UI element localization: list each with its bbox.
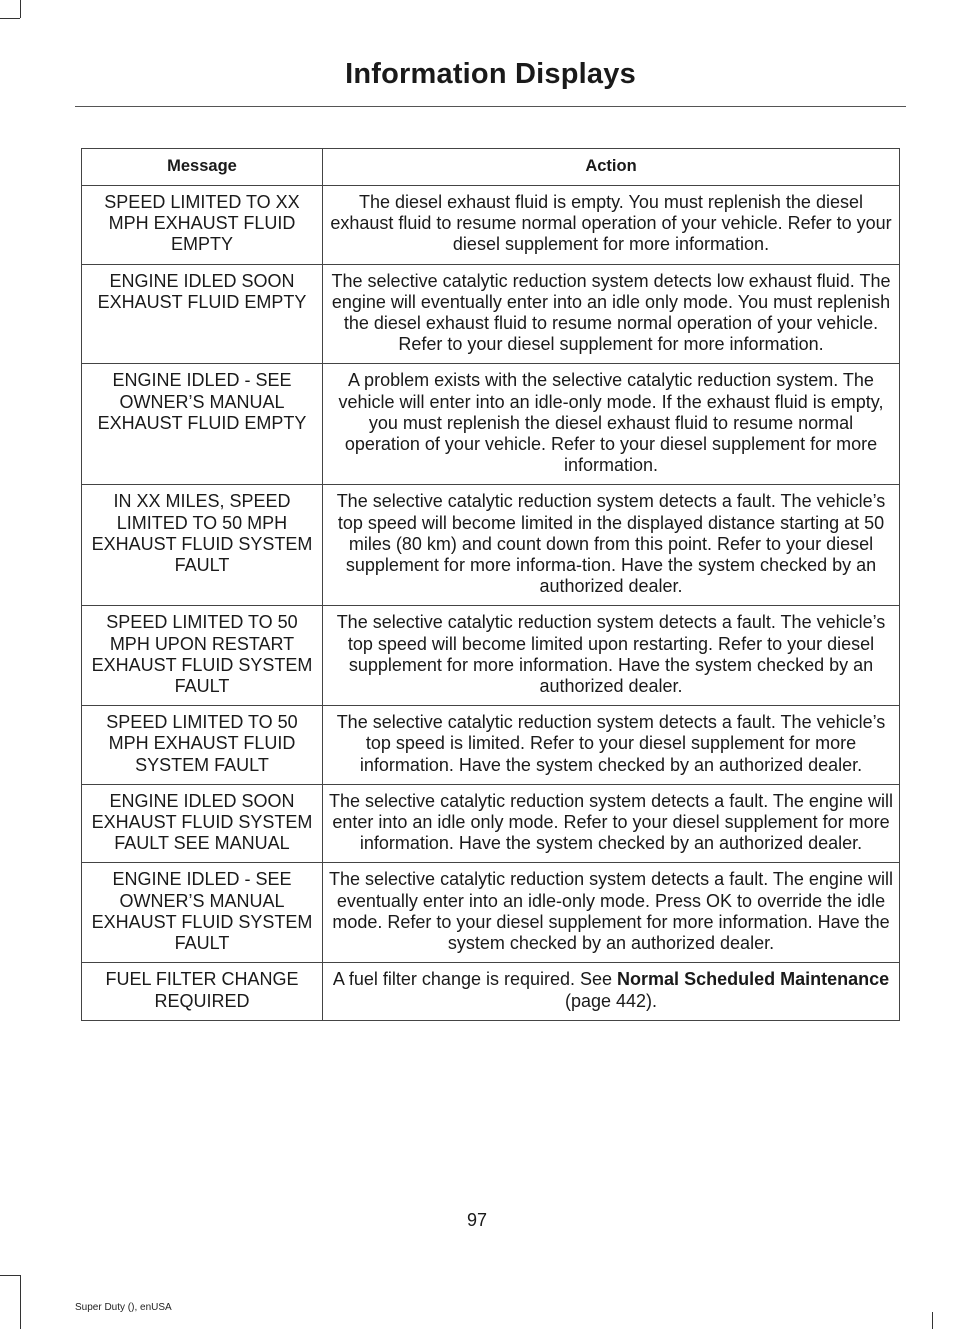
table-row	[82, 485, 900, 606]
table-row	[82, 364, 900, 485]
crop-mark-bottom-left-vertical	[20, 1275, 21, 1329]
column-header-action: Action	[323, 149, 900, 186]
message-cell: SPEED LIMITED TO 50 MPH EXHAUST FLUID SYSTEM FAULT	[82, 706, 323, 785]
title-divider	[75, 106, 906, 107]
crop-mark-bottom-right-vertical	[932, 1312, 933, 1329]
action-text-prefix: A fuel filter change is required. See	[332, 969, 618, 990]
table-header-row	[82, 149, 900, 186]
action-text-suffix: (page 442).	[564, 990, 658, 1011]
action-cell: The selective catalytic reduction system detects low exhaust fluid. The engine will eventually enter into an idle only mode. You must replenish the diesel exhaust fluid to resume normal operation of your vehicle. Refer to your diesel supplement for more information.	[323, 264, 900, 364]
table-row	[82, 784, 900, 863]
action-cell: The selective catalytic reduction system detects a fault. The vehicle’s top speed is limited. Refer to your diesel supplement for more information. Have the system checked by an authorized dealer.	[323, 706, 900, 785]
message-cell: ENGINE IDLED - SEE OWNER’S MANUAL EXHAUST FLUID SYSTEM FAULT	[82, 863, 323, 963]
table-row	[82, 264, 900, 364]
table-row	[82, 963, 900, 1020]
message-action-table	[81, 148, 900, 1021]
message-cell: IN XX MILES, SPEED LIMITED TO 50 MPH EXHAUST FLUID SYSTEM FAULT	[82, 485, 323, 606]
message-cell: SPEED LIMITED TO 50 MPH UPON RESTART EXHAUST FLUID SYSTEM FAULT	[82, 606, 323, 706]
action-cell	[323, 963, 900, 1020]
footer-edition: Super Duty (), enUSA	[75, 1302, 172, 1313]
table-row	[82, 606, 900, 706]
column-header-message: Message	[82, 149, 323, 186]
action-cell: The selective catalytic reduction system detects a fault. The vehicle’s top speed will become limited upon restarting. Refer to your diesel supplement for more information. Have the system checked by an authorized dealer.	[323, 606, 900, 706]
action-cell: The selective catalytic reduction system detects a fault. The engine will eventually enter into an idle-only mode. Press OK to override the idle mode. Refer to your diesel supplement for more information. Have the system checked by an authorized dealer.	[323, 863, 900, 963]
message-cell: ENGINE IDLED SOON EXHAUST FLUID EMPTY	[82, 264, 323, 364]
message-cell: SPEED LIMITED TO XX MPH EXHAUST FLUID EMPTY	[82, 186, 323, 265]
action-cell: A problem exists with the selective catalytic reduction system. The vehicle will enter into an idle-only mode. If the exhaust fluid is empty, you must replenish the diesel exhaust fluid to resume normal operation of your vehicle. Refer to your diesel supplement for more information.	[323, 364, 900, 485]
message-cell: ENGINE IDLED - SEE OWNER’S MANUAL EXHAUST FLUID EMPTY	[82, 364, 323, 485]
maintenance-reference-link[interactable]: Normal Scheduled Maintenance	[617, 969, 890, 990]
table-row	[82, 863, 900, 963]
page-number: 97	[466, 1210, 488, 1230]
crop-mark-bottom-left-horizontal	[0, 1275, 20, 1276]
action-cell: The selective catalytic reduction system detects a fault. The engine will enter into an idle only mode. Refer to your diesel supplement for more information. Have the system checked by an authorized dealer.	[323, 784, 900, 863]
crop-mark-top-left-vertical	[20, 0, 21, 18]
page-title: Information Displays	[345, 58, 636, 90]
action-cell: The diesel exhaust fluid is empty. You must replenish the diesel exhaust fluid to resume normal operation of your vehicle. Refer to your diesel supplement for more information.	[323, 186, 900, 265]
table-row	[82, 186, 900, 265]
crop-mark-top-left-horizontal	[0, 18, 20, 19]
table-row	[82, 706, 900, 785]
message-cell: FUEL FILTER CHANGE REQUIRED	[82, 963, 323, 1020]
message-cell: ENGINE IDLED SOON EXHAUST FLUID SYSTEM FAULT SEE MANUAL	[82, 784, 323, 863]
action-cell: The selective catalytic reduction system detects a fault. The vehicle’s top speed will become limited in the displayed distance starting at 50 miles (80 km) and count down from this point. Refer to your diesel supplement for more informa-tion. Have the system checked by an authorized dealer.	[323, 485, 900, 606]
